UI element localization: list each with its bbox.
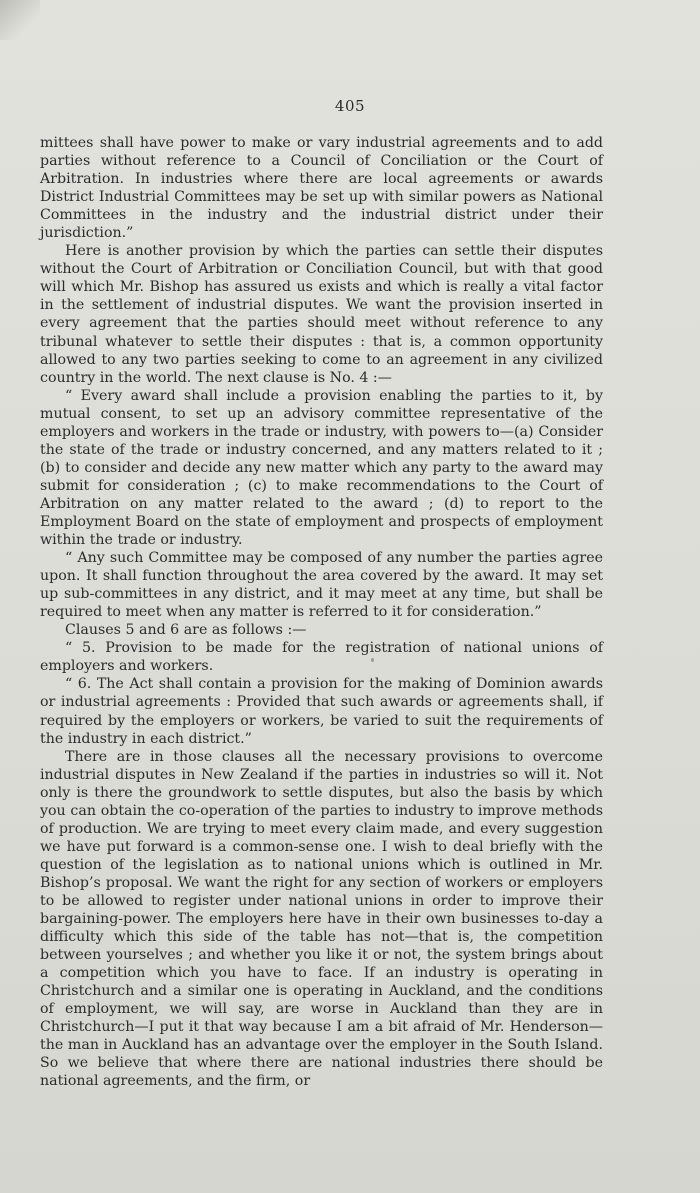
body-text bbox=[40, 134, 603, 1090]
quote-clause-4-committee: “ Any such Committee may be composed of any number the parties agree upon. It shall function throughout the area covered by the award. It may set up sub-committees in any district, and it may meet at any time, but shall be required to meet when any matter is referred to it for consideration.” bbox=[40, 550, 603, 621]
page-corner-shadow bbox=[0, 0, 40, 40]
quote-clause-5: “ 5. Provision to be made for the registration of national unions of employers and workers. bbox=[40, 640, 603, 675]
paragraph-necessary-provisions: There are in those clauses all the necessary provisions to overcome industrial disputes in New Zealand if the parties in industries so will it. Not only is there the groundwork to settle disputes, but also the basis by which you can obtain the co-operation of the parties to industry to improve methods of production. We are trying to meet every claim made, and every suggestion we have put forward is a common-sense one. I wish to deal briefly with the question of the legislation as to national unions which is outlined in Mr. Bishop’s proposal. We want the right for any section of workers or employers to be allowed to register under national unions in order to improve their bargaining-power. The employers here have in their own businesses to-day a difficulty which this side of the table has not—that is, the competition between yourselves ; and whether you like it or not, the system brings about a competition which you have to face. If an industry is operating in Christchurch and a similar one is operating in Auckland, and the conditions of employment, we will say, are worse in Auckland than they are in Christchurch—I put it that way because I am a bit afraid of Mr. Henderson—the man in Auckland has an advantage over the employer in the South Island. So we believe that where there are national industries there should be national agreements, and the firm, or bbox=[40, 748, 603, 1090]
page-number: 405 bbox=[334, 97, 366, 115]
paragraph-clauses-5-6-intro: Clauses 5 and 6 are as follows :— bbox=[65, 622, 307, 639]
paragraph-continuation: mittees shall have power to make or vary industrial agreements and to add parties without reference to a Council of Conciliation or the Court of Arbitration. In industries where there are local agreements or awards District Industrial Committees may be set up with similar powers as National Committees in the industry and the industrial district under their jurisdiction.” bbox=[40, 135, 603, 242]
quote-clause-6: “ 6. The Act shall contain a provision for the making of Dominion awards or industrial agreements : Provided that such awards or agreements shall, if required by the employers or workers, be varied to suit the requirements of the industry in each district.” bbox=[40, 676, 603, 747]
paragraph-another-provision: Here is another provision by which the parties can settle their disputes without the Court of Arbitration or Conciliation Council, but with that good will which Mr. Bishop has assured us exists and which is really a vital factor in the settlement of industrial disputes. We want the provision inserted in every agreement that the parties should meet without reference to any tribunal whatever to settle their disputes : that is, a common opportunity allowed to any two parties seeking to come to an agreement in any civilized country in the world. The next clause is No. 4 :— bbox=[40, 243, 603, 386]
scan-speck bbox=[371, 658, 374, 662]
quote-clause-4-award: “ Every award shall include a provision enabling the parties to it, by mutual consent, to set up an advisory committee representative of the employers and workers in the trade or industry, with powers to—(a) Consider the state of the trade or industry concerned, and any matters related to it ; (b) to consider and decide any new matter which any party to the award may submit for consideration ; (c) to make recommendations to the Court of Arbitration on any matter related to the award ; (d) to report to the Employment Board on the state of employment and prospects of employment within the trade or industry. bbox=[40, 387, 603, 549]
